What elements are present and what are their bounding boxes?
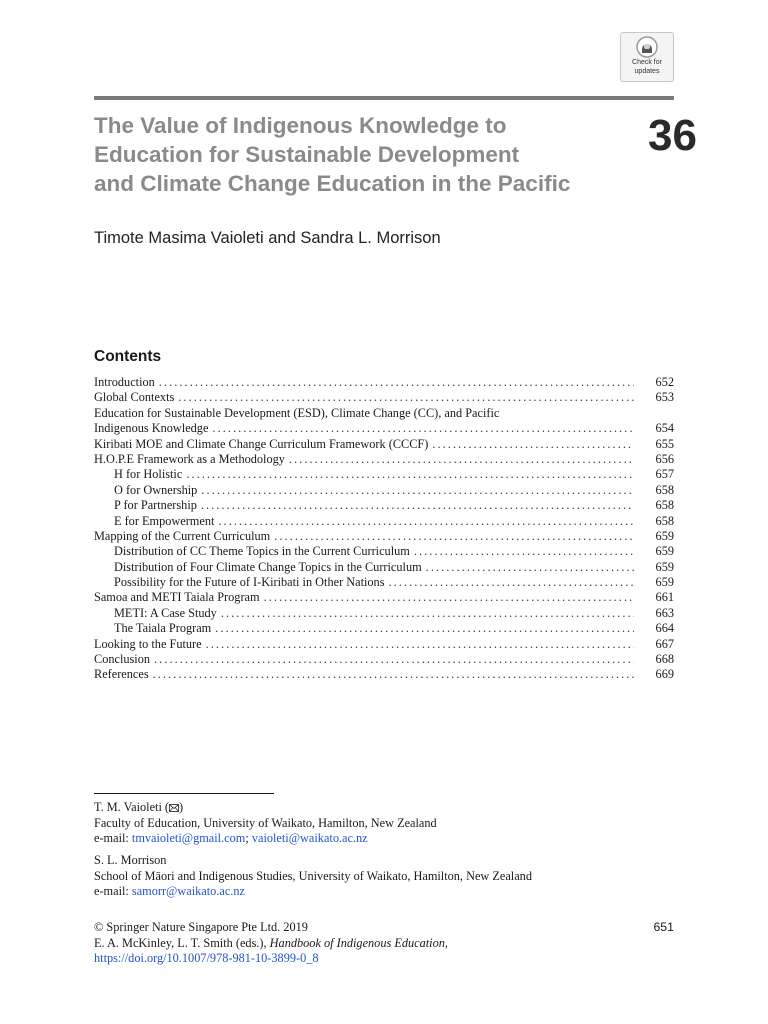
toc-entry[interactable] <box>94 498 674 513</box>
toc-entry-label: Education for Sustainable Development (ESD), Climate Change (CC), and Pacific <box>94 405 500 420</box>
footnote-author-1 <box>94 800 674 847</box>
envelope-icon[interactable] <box>169 804 179 812</box>
toc-entry-page: 658 <box>655 498 674 513</box>
author-2-email-line <box>94 884 674 900</box>
chapter-title-line-1: The Value of Indigenous Knowledge to <box>94 113 507 138</box>
chapter-title-line-3: and Climate Change Education in the Pacific <box>94 171 571 196</box>
author-2-name: S. L. Morrison <box>94 853 167 867</box>
toc-entry-page: 659 <box>655 559 674 574</box>
toc-entry[interactable] <box>94 437 674 452</box>
author-2-affiliation: School of Māori and Indigenous Studies, University of Waikato, Hamilton, New Zealand <box>94 868 532 883</box>
toc-entry-page: 669 <box>655 667 674 682</box>
toc-entry-label: Distribution of Four Climate Change Topics in the Curriculum <box>114 559 422 574</box>
toc-entry-label: H for Holistic <box>114 467 183 482</box>
toc-leader-dots <box>289 452 634 467</box>
header-rule <box>94 96 674 100</box>
toc-entry-label: Conclusion <box>94 652 151 667</box>
toc-leader-dots <box>153 667 634 682</box>
toc-leader-dots <box>218 514 634 529</box>
toc-entry[interactable] <box>94 483 674 498</box>
chapter-title-line-2: Education for Sustainable Development <box>94 142 520 167</box>
toc-entry-page: 664 <box>655 621 674 636</box>
toc-leader-dots <box>212 421 634 436</box>
toc-entry-label: H.O.P.E Framework as a Methodology <box>94 451 285 466</box>
toc-entry[interactable] <box>94 560 674 575</box>
toc-entry[interactable] <box>94 406 674 421</box>
footnote-rule <box>94 793 274 794</box>
toc-leader-dots <box>389 575 635 590</box>
toc-entry-label: Samoa and METI Taiala Program <box>94 590 260 605</box>
email-prefix: e-mail: <box>94 884 132 898</box>
footnote-author-2 <box>94 853 674 900</box>
toc-leader-dots <box>264 590 634 605</box>
editors-text: E. A. McKinley, L. T. Smith (eds.), <box>94 935 270 950</box>
author-2-email-link[interactable]: samorr@waikato.ac.nz <box>131 884 245 898</box>
toc-leader-dots <box>201 498 634 513</box>
toc-entry-label: E for Empowerment <box>114 513 215 528</box>
toc-leader-dots <box>201 483 634 498</box>
contents-heading: Contents <box>94 348 162 365</box>
toc-entry-label: METI: A Case Study <box>114 605 217 620</box>
toc-leader-dots <box>186 467 634 482</box>
email-separator: ; <box>245 831 252 845</box>
toc-entry-label: P for Partnership <box>114 498 197 513</box>
toc-entry[interactable] <box>94 637 674 652</box>
page-number: 651 <box>653 920 674 934</box>
toc-entry-page: 659 <box>655 544 674 559</box>
toc-entry[interactable] <box>94 575 674 590</box>
toc-entry[interactable] <box>94 544 674 559</box>
toc-entry[interactable] <box>94 667 674 682</box>
toc-entry-page: 656 <box>655 451 674 466</box>
toc-entry-page: 657 <box>655 467 674 482</box>
toc-entry-label: References <box>94 667 149 682</box>
toc-entry-label: Introduction <box>94 375 155 389</box>
toc-leader-dots <box>154 652 634 667</box>
chapter-title <box>94 111 654 198</box>
toc-entry-page: 668 <box>655 652 674 667</box>
toc-entry[interactable] <box>94 390 674 405</box>
badge-label-line1: Check for <box>632 59 662 66</box>
toc-leader-dots <box>206 637 634 652</box>
toc-entry-label: O for Ownership <box>114 482 198 497</box>
toc-entry-label: Mapping of the Current Curriculum <box>94 528 271 543</box>
doi-line <box>94 951 674 967</box>
toc-entry-label: Distribution of CC Theme Topics in the Current Curriculum <box>114 544 410 559</box>
table-of-contents <box>94 375 674 683</box>
toc-entry-page: 667 <box>655 636 674 651</box>
toc-entry-page: 653 <box>655 390 674 405</box>
publication-info <box>94 920 674 967</box>
copyright-line: © Springer Nature Singapore Pte Ltd. 2019 <box>94 920 308 934</box>
toc-leader-dots <box>274 529 634 544</box>
toc-entry[interactable] <box>94 529 674 544</box>
toc-entry-page: 658 <box>655 482 674 497</box>
check-for-updates-badge[interactable] <box>620 32 674 82</box>
chapter-authors: Timote Masima Vaioleti and Sandra L. Morrison <box>94 229 441 247</box>
author-1-email-link-1[interactable]: tmvaioleti@gmail.com <box>131 831 246 845</box>
toc-entry-page: 654 <box>655 421 674 436</box>
author-1-email-link-2[interactable]: vaioleti@waikato.ac.nz <box>251 831 368 845</box>
author-1-name-line <box>94 800 674 816</box>
toc-leader-dots <box>221 606 634 621</box>
toc-leader-dots <box>426 560 634 575</box>
toc-entry-page: 663 <box>655 605 674 620</box>
check-updates-icon <box>636 36 658 58</box>
toc-entry-continuation[interactable] <box>94 421 674 436</box>
citation-line <box>94 936 674 952</box>
toc-leader-dots <box>215 621 634 636</box>
toc-entry-label: The Taiala Program <box>114 621 212 636</box>
toc-entry-page: 652 <box>655 375 674 389</box>
author-1-name-close: ) <box>179 800 184 814</box>
toc-leader-dots <box>178 390 634 405</box>
toc-entry[interactable] <box>94 606 674 621</box>
toc-entry[interactable] <box>94 652 674 667</box>
toc-entry[interactable] <box>94 452 674 467</box>
editors-suffix: , <box>444 935 448 950</box>
email-prefix: e-mail: <box>94 831 132 845</box>
toc-entry-page: 659 <box>655 528 674 543</box>
toc-entry-page: 658 <box>655 513 674 528</box>
toc-entry-label: Kiribati MOE and Climate Change Curriculum Framework (CCCF) <box>94 436 429 451</box>
toc-entry[interactable] <box>94 467 674 482</box>
toc-leader-dots <box>414 544 634 559</box>
toc-entry-label: Global Contexts <box>94 390 175 405</box>
toc-entry-page: 659 <box>655 575 674 590</box>
toc-entry[interactable] <box>94 514 674 529</box>
toc-entry-page: 655 <box>655 436 674 451</box>
doi-link[interactable]: https://doi.org/10.1007/978-981-10-3899-0_8 <box>94 951 319 965</box>
badge-label-line2: updates <box>634 68 660 75</box>
toc-entry[interactable] <box>94 375 674 390</box>
author-1-email-line <box>94 831 674 847</box>
toc-entry[interactable] <box>94 621 674 636</box>
toc-entry-label: Possibility for the Future of I-Kiribati in Other Nations <box>114 575 385 590</box>
author-1-affiliation: Faculty of Education, University of Waikato, Hamilton, New Zealand <box>94 815 437 830</box>
toc-leader-dots <box>432 437 634 452</box>
chapter-number: 36 <box>648 111 697 160</box>
book-title: Handbook of Indigenous Education <box>269 935 445 950</box>
toc-entry-label: Looking to the Future <box>94 636 202 651</box>
toc-entry-label: Indigenous Knowledge <box>94 421 209 436</box>
toc-leader-dots <box>159 375 634 390</box>
toc-entry-page: 661 <box>655 590 674 605</box>
toc-entry[interactable] <box>94 590 674 605</box>
author-1-name: T. M. Vaioleti ( <box>94 800 170 814</box>
